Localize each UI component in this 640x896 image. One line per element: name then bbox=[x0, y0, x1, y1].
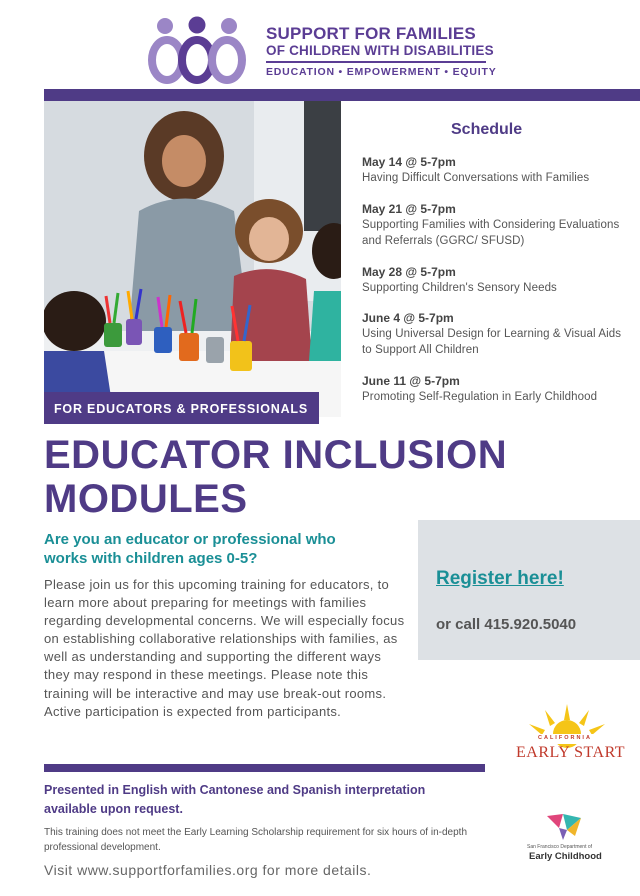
scholarship-note: This training does not meet the Early Learning Scholarship requirement for six hours of in-depth professional development. bbox=[44, 827, 468, 853]
org-tagline: EDUCATION • EMPOWERMENT • EQUITY bbox=[266, 66, 497, 78]
organization-logo-icon bbox=[148, 16, 246, 84]
phone-contact: or call 415.920.5040 bbox=[436, 616, 577, 633]
early-start-state-label: CALIFORNIA bbox=[538, 735, 592, 741]
schedule-date: May 28 @ 5-7pm bbox=[362, 265, 456, 279]
website-note[interactable]: Visit www.supportforfamilies.org for more details. bbox=[44, 862, 372, 878]
schedule-item bbox=[362, 264, 632, 296]
schedule-item bbox=[362, 310, 632, 358]
classroom-photo bbox=[44, 101, 341, 417]
classroom-photo-illustration bbox=[44, 101, 341, 417]
early-start-logo-text: EARLY START bbox=[516, 744, 626, 761]
language-note: Presented in English with Cantonese and Spanish interpretation available upon request. bbox=[44, 783, 426, 816]
dec-logo-subtitle: San Francisco Department of bbox=[527, 844, 593, 850]
register-link[interactable]: Register here! bbox=[436, 568, 564, 589]
dec-logo-icon bbox=[545, 812, 585, 842]
register-panel bbox=[418, 520, 640, 660]
schedule-title: Schedule bbox=[451, 121, 523, 138]
schedule-item bbox=[362, 201, 632, 249]
top-accent-bar bbox=[44, 89, 640, 101]
schedule-session-title: Supporting Families with Considering Evaluations and Referrals (GGRC/ SFUSD) bbox=[362, 219, 620, 247]
audience-banner: FOR EDUCATORS & PROFESSIONALS bbox=[44, 392, 319, 424]
page-title: EDUCATOR INCLUSION MODULES bbox=[44, 433, 508, 521]
bottom-accent-bar bbox=[44, 764, 485, 772]
schedule-item bbox=[362, 373, 632, 405]
org-name-line-1: SUPPORT FOR FAMILIES bbox=[266, 24, 476, 43]
org-name-line-2: OF CHILDREN WITH DISABILITIES bbox=[266, 43, 494, 58]
schedule-date: June 4 @ 5-7pm bbox=[362, 311, 454, 325]
org-divider bbox=[266, 61, 486, 63]
dec-logo-name: Early Childhood bbox=[529, 851, 602, 862]
schedule-session-title: Supporting Children's Sensory Needs bbox=[362, 282, 557, 294]
schedule-date: June 11 @ 5-7pm bbox=[362, 374, 460, 388]
schedule-session-title: Having Difficult Conversations with Families bbox=[362, 172, 590, 184]
schedule-date: May 21 @ 5-7pm bbox=[362, 202, 456, 216]
schedule-date: May 14 @ 5-7pm bbox=[362, 155, 456, 169]
schedule-session-title: Using Universal Design for Learning & Visual Aids to Support All Children bbox=[362, 328, 622, 356]
schedule-session-title: Promoting Self-Regulation in Early Childhood bbox=[362, 391, 598, 403]
audience-question: Are you an educator or professional who works with children ages 0-5? bbox=[44, 531, 336, 567]
schedule-item bbox=[362, 154, 632, 186]
training-description: Please join us for this upcoming training for educators, to learn more about preparing for meetings with families regarding developmental concerns. We will especially focus on establishing collaborative relationships with families, as well as understanding and supporting the different ways they may respond in these meetings. Please note this training will be interactive and may use break-out rooms. Active participation is expected from participants. bbox=[44, 577, 405, 719]
